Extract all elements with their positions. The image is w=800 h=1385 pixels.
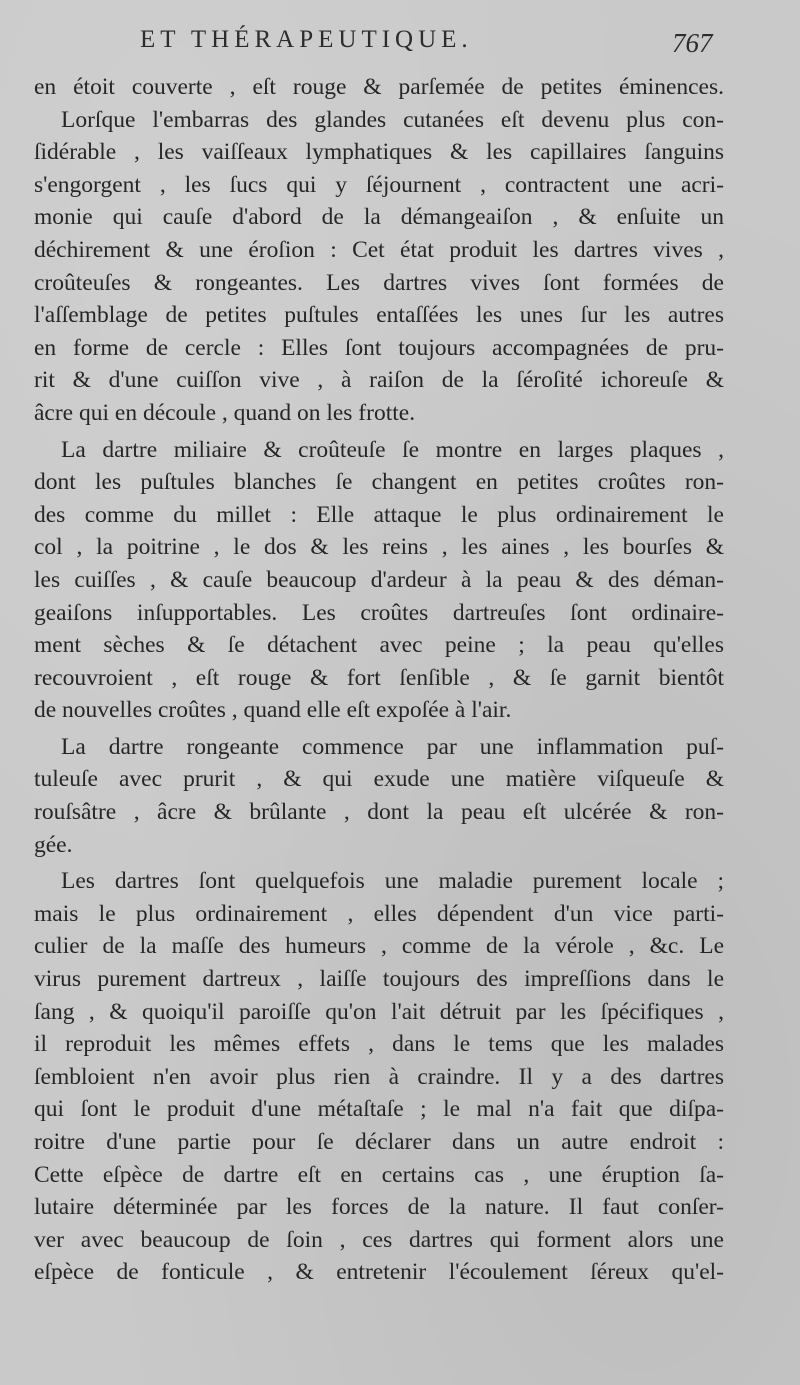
- text-line: tuleuſe avec prurit , & qui exude une matière viſqueuſe &: [34, 766, 724, 793]
- text-line: en forme de cercle : Elles ſont toujours accompagnées de pru-: [34, 334, 724, 361]
- text-line: ſembloient n'en avoir plus rien à craindre. Il y a des dartres: [34, 1063, 724, 1090]
- text-line: ſang , & quoiqu'il paroiſſe qu'on l'ait détruit par les ſpécifiques ,: [34, 998, 724, 1025]
- text-line: les cuiſſes , & cauſe beaucoup d'ardeur à la peau & des déman-: [34, 566, 724, 593]
- text-line: il reproduit les mêmes effets , dans le tems que les malades: [34, 1031, 724, 1058]
- body-text: [34, 71, 724, 1289]
- running-title: ET THÉRAPEUTIQUE.: [140, 26, 473, 53]
- text-line: Lorſque l'embarras des glandes cutanées eſt devenu plus con-: [61, 106, 724, 133]
- text-line: l'aſſemblage de petites puſtules entaſſées les unes ſur les autres: [34, 302, 724, 329]
- text-line: rit & d'une cuiſſon vive , à raiſon de la ſéroſité ichoreuſe &: [34, 367, 724, 394]
- text-line: de nouvelles croûtes , quand elle eſt expoſée à l'air.: [34, 697, 512, 724]
- text-line: Cette eſpèce de dartre eſt en certains cas , une éruption ſa-: [34, 1161, 724, 1188]
- text-line: eſpèce de fonticule , & entretenir l'écoulement ſéreux qu'el-: [34, 1259, 724, 1286]
- text-line: en étoit couverte , eſt rouge & parſemée de petites éminences.: [34, 74, 724, 100]
- text-line: déchirement & une éroſion : Cet état produit les dartres vives ,: [34, 236, 724, 263]
- text-line: lutaire déterminée par les forces de la nature. Il faut conſer-: [34, 1194, 724, 1221]
- text-line: La dartre rongeante commence par une inflammation puſ-: [61, 733, 724, 760]
- text-line: rouſsâtre , âcre & brûlante , dont la peau eſt ulcérée & ron-: [34, 799, 724, 826]
- text-line: dont les puſtules blanches ſe changent en petites croûtes ron-: [34, 469, 724, 496]
- text-line: geaiſons inſupportables. Les croûtes dartreuſes ſont ordinaire-: [34, 599, 724, 626]
- text-line: gée.: [34, 831, 73, 858]
- text-line: croûteuſes & rongeantes. Les dartres vives ſont formées de: [34, 269, 724, 296]
- text-line: recouvroient , eſt rouge & fort ſenſible , & ſe garnit bientôt: [34, 664, 724, 691]
- page-number: 767: [672, 28, 713, 58]
- text-line: culier de la maſſe des humeurs , comme de la vérole , &c. Le: [34, 933, 724, 960]
- text-line: roitre d'une partie pour ſe déclarer dans un autre endroit :: [34, 1129, 724, 1155]
- text-line: s'engorgent , les ſucs qui y ſéjournent , contractent une acri-: [34, 171, 724, 198]
- text-line: mais le plus ordinairement , elles dépendent d'un vice parti-: [34, 900, 724, 927]
- text-line: âcre qui en découle , quand on les frotte.: [34, 399, 416, 426]
- text-line: monie qui cauſe d'abord de la démangeaiſon , & enſuite un: [34, 204, 724, 231]
- text-line: ſidérable , les vaiſſeaux lymphatiques & les capillaires ſanguins: [34, 139, 724, 166]
- text-line: des comme du millet : Elle attaque le plus ordinairement le: [34, 501, 724, 528]
- text-line: virus purement dartreux , laiſſe toujours des impreſſions dans le: [34, 966, 724, 993]
- text-line: ment sèches & ſe détachent avec peine ; la peau qu'elles: [34, 632, 724, 659]
- text-line: Les dartres ſont quelquefois une maladie purement locale ;: [61, 868, 724, 895]
- text-line: col , la poitrine , le dos & les reins , les aines , les bourſes &: [34, 534, 724, 561]
- text-line: qui ſont le produit d'une métaſtaſe ; le mal n'a fait que diſpa-: [34, 1096, 724, 1123]
- text-line: ver avec beaucoup de ſoin , ces dartres qui forment alors une: [34, 1226, 724, 1253]
- text-line: La dartre miliaire & croûteuſe ſe montre en larges plaques ,: [61, 436, 724, 463]
